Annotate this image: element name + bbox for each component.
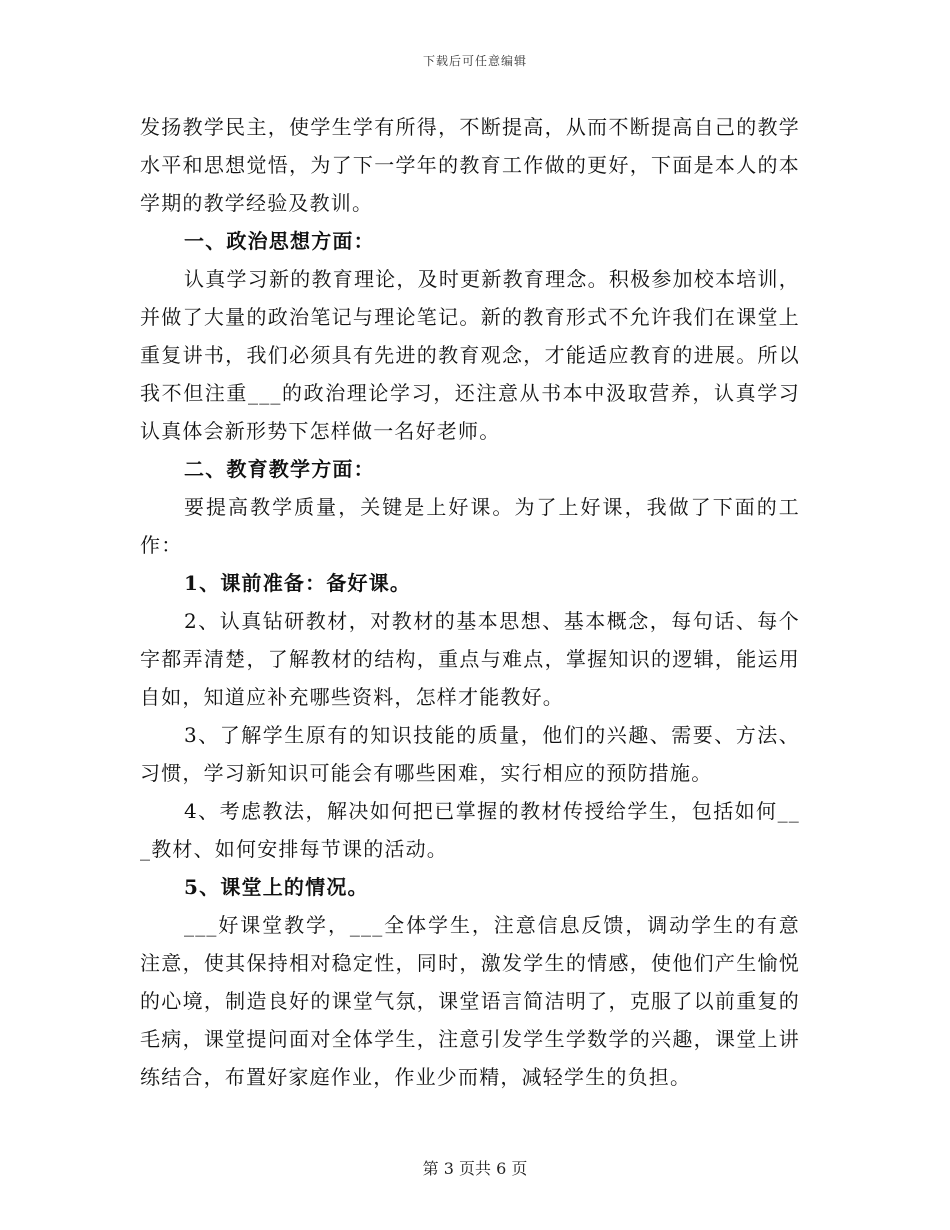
item-2-paragraph: 2、认真钻研教材，对教材的基本思想、基本概念，每句话、每个字都弄清楚，了解教材的结构，重点与难点，掌握知识的逻辑，能运用自如，知道应补充哪些资料，怎样才能教好。: [140, 609, 800, 709]
page-number: 第 3 页共 6 页: [422, 1159, 528, 1178]
document-body: [140, 108, 800, 1096]
politics-paragraph: 认真学习新的教育理论，及时更新教育理念。积极参加校本培训，并做了大量的政治笔记与理论笔记。新的教育形式不允许我们在课堂上重复讲书，我们必须具有先进的教育观念，才能适应教育的进展。所以我不但注重___的政治理论学习，还注意从书本中汲取营养，认真学习认真体会新形势下怎样做一名好老师。: [140, 267, 800, 443]
section-heading-teaching: 二、教育教学方面：: [184, 457, 375, 481]
intro-paragraph: 发扬教学民主，使学生学有所得，不断提高，从而不断提高自己的教学水平和思想觉悟，为了下一学年的教育工作做的更好，下面是本人的本学期的教学经验及教训。: [140, 115, 800, 215]
page-header-note: 下载后可任意编辑: [422, 54, 527, 68]
item-3-paragraph: 3、了解学生原有的知识技能的质量，他们的兴趣、需要、方法、习惯，学习新知识可能会有哪些困难，实行相应的预防措施。: [140, 723, 800, 785]
teaching-paragraph: 要提高教学质量，关键是上好课。为了上好课，我做了下面的工作：: [140, 495, 800, 557]
subheading-classroom: 5、课堂上的情况。: [184, 875, 369, 899]
classroom-paragraph: ___好课堂教学，___全体学生，注意信息反馈，调动学生的有意注意，使其保持相对稳定性，同时，激发学生的情感，使他们产生愉悦的心境，制造良好的课堂气氛，课堂语言简洁明了，克服了以前重复的毛病，课堂提问面对全体学生，注意引发学生学数学的兴趣，课堂上讲练结合，布置好家庭作业，作业少而精，减轻学生的负担。: [140, 913, 800, 1089]
section-heading-politics: 一、政治思想方面：: [184, 229, 375, 253]
item-4-paragraph: 4、考虑教法，解决如何把已掌握的教材传授给学生，包括如何___教材、如何安排每节课的活动。: [140, 799, 800, 861]
subheading-preparation: 1、课前准备：备好课。: [184, 571, 412, 595]
